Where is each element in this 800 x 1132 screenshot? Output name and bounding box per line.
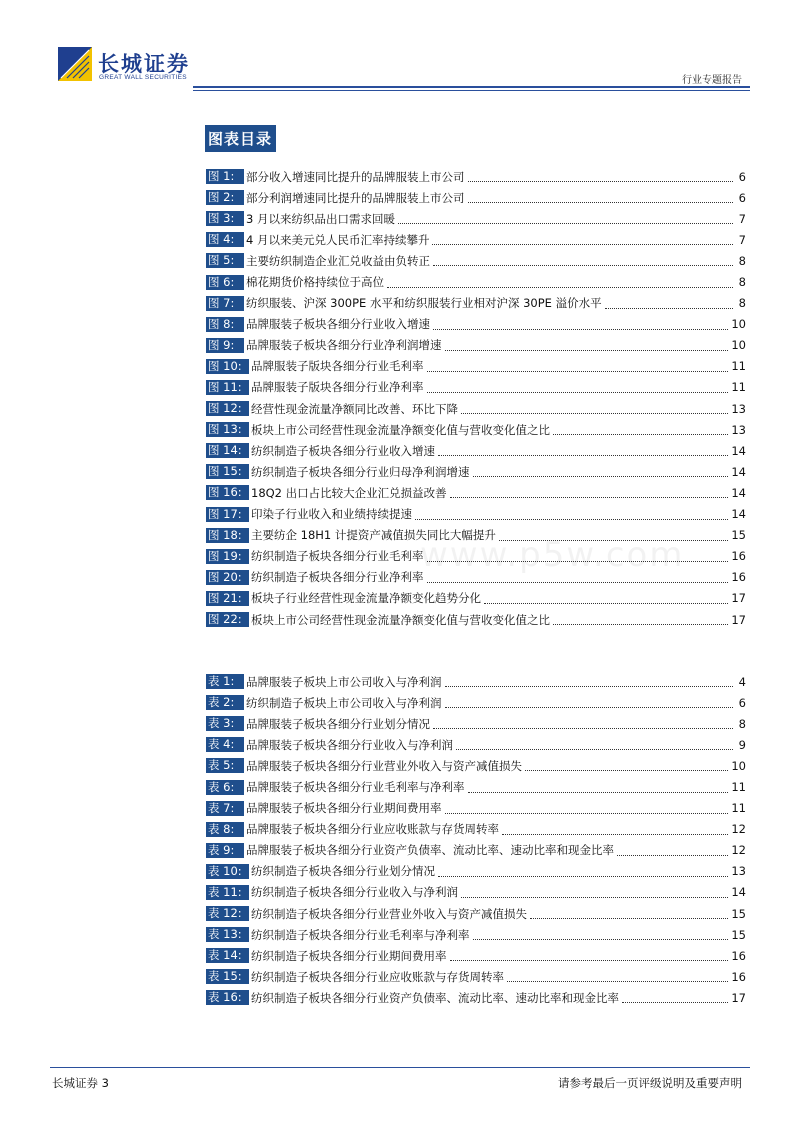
- toc-entry-label: 图 1:: [206, 169, 244, 184]
- figure-toc-entry[interactable]: [206, 293, 746, 314]
- toc-entry-label: 表 6:: [206, 780, 244, 795]
- toc-entry-page: 13: [731, 864, 746, 879]
- dot-leader: [468, 192, 734, 203]
- figure-toc-entry[interactable]: [206, 229, 746, 250]
- toc-entry-title: 板块上市公司经营性现金流量净额变化值与营收变化值之比: [251, 612, 550, 627]
- dot-leader: [445, 697, 734, 708]
- toc-entry-label: 图 15:: [206, 464, 249, 479]
- watermark: www.p5w.com: [420, 535, 685, 575]
- toc-entry-label: 表 11:: [206, 885, 249, 900]
- toc-entry-page: 10: [731, 317, 746, 332]
- table-toc-entry[interactable]: [206, 671, 746, 692]
- dot-leader: [432, 234, 733, 245]
- dot-leader: [438, 445, 728, 456]
- table-toc-entry[interactable]: [206, 798, 746, 819]
- dot-leader: [525, 760, 728, 771]
- table-toc-entry[interactable]: [206, 903, 746, 924]
- toc-entry-title: 纺织服装、沪深 300PE 水平和纺织服装行业相对沪深 30PE 溢价水平: [246, 296, 602, 311]
- toc-entry-title: 部分利润增速同比提升的品牌服装上市公司: [246, 190, 465, 205]
- dot-leader: [438, 866, 728, 877]
- toc-entry-label: 图 16:: [206, 485, 249, 500]
- figure-toc-entry[interactable]: [206, 250, 746, 271]
- dot-leader: [617, 845, 728, 856]
- toc-entry-page: 16: [731, 948, 746, 963]
- dot-leader: [502, 824, 728, 835]
- table-toc-entry[interactable]: [206, 819, 746, 840]
- figure-toc-entry[interactable]: [206, 356, 746, 377]
- dot-leader: [450, 487, 729, 498]
- dot-leader: [622, 992, 728, 1003]
- figure-toc-entry[interactable]: [206, 166, 746, 187]
- figure-toc-entry[interactable]: [206, 504, 746, 525]
- toc-entry-label: 图 6:: [206, 275, 244, 290]
- dot-leader: [553, 424, 728, 435]
- toc-entry-title: 板块上市公司经营性现金流量净额变化值与营收变化值之比: [251, 422, 550, 437]
- toc-entry-title: 纺织制造子板块各细分行业毛利率: [251, 549, 424, 564]
- header-divider: [193, 86, 750, 88]
- toc-entry-title: 3 月以来纺织品出口需求回暖: [246, 211, 395, 226]
- table-toc-entry[interactable]: [206, 713, 746, 734]
- dot-leader: [427, 361, 729, 372]
- dot-leader: [461, 403, 728, 414]
- dot-leader: [445, 676, 734, 687]
- toc-entry-page: 6: [738, 169, 746, 184]
- toc-entry-label: 表 10:: [206, 864, 249, 879]
- toc-entry-page: 8: [738, 716, 746, 731]
- toc-entry-title: 品牌服装子板块上市公司收入与净利润: [246, 674, 442, 689]
- toc-entry-label: 图 10:: [206, 359, 249, 374]
- toc-entry-title: 纺织制造子板块各细分行业期间费用率: [251, 948, 447, 963]
- toc-entry-label: 表 4:: [206, 737, 244, 752]
- toc-entry-title: 品牌服装子版块各细分行业毛利率: [251, 359, 424, 374]
- toc-entry-label: 图 18:: [206, 528, 249, 543]
- toc-entry-title: 品牌服装子板块各细分行业净利润增速: [246, 338, 442, 353]
- toc-entry-page: 15: [731, 528, 746, 543]
- dot-leader: [456, 739, 733, 750]
- dot-leader: [530, 908, 728, 919]
- dot-leader: [415, 509, 728, 520]
- dot-leader: [433, 255, 733, 266]
- table-toc-entry[interactable]: [206, 840, 746, 861]
- toc-entry-page: 11: [731, 780, 746, 795]
- toc-entry-title: 18Q2 出口占比较大企业汇兑损益改善: [251, 485, 447, 500]
- toc-entry-page: 17: [731, 990, 746, 1005]
- toc-entry-title: 纺织制造子板块各细分行业毛利率与净利率: [251, 927, 470, 942]
- toc-entry-page: 17: [731, 591, 746, 606]
- toc-entry-label: 图 14:: [206, 443, 249, 458]
- toc-entry-label: 表 1:: [206, 674, 244, 689]
- figure-toc-entry[interactable]: [206, 440, 746, 461]
- toc-entry-page: 14: [731, 443, 746, 458]
- toc-entry-page: 10: [731, 758, 746, 773]
- toc-entry-label: 图 17:: [206, 507, 249, 522]
- figure-toc-entry[interactable]: [206, 461, 746, 482]
- figure-toc-entry[interactable]: [206, 588, 746, 609]
- dot-leader: [461, 887, 728, 898]
- toc-entry-page: 11: [731, 380, 746, 395]
- toc-entry-label: 表 3:: [206, 716, 244, 731]
- toc-entry-title: 纺织制造子板块各细分行业应收账款与存货周转率: [251, 969, 504, 984]
- toc-entry-title: 品牌服装子板块各细分行业期间费用率: [246, 801, 442, 816]
- toc-heading: 图表目录: [205, 125, 276, 152]
- toc-entry-page: 7: [738, 232, 746, 247]
- table-toc-entry[interactable]: [206, 755, 746, 776]
- toc-entry-page: 13: [731, 422, 746, 437]
- table-toc-entry[interactable]: [206, 776, 746, 797]
- toc-entry-label: 表 16:: [206, 990, 249, 1005]
- footer-page-label: 长城证券 3: [52, 1076, 109, 1090]
- figure-toc-entry[interactable]: [206, 377, 746, 398]
- toc-entry-label: 表 7:: [206, 801, 244, 816]
- great-wall-logo-icon: [58, 47, 92, 81]
- dot-leader: [445, 340, 729, 351]
- dot-leader: [553, 614, 728, 625]
- toc-entry-page: 8: [738, 253, 746, 268]
- dot-leader: [468, 782, 729, 793]
- figure-toc-entry[interactable]: [206, 398, 746, 419]
- toc-entry-title: 品牌服装子板块各细分行业资产负债率、流动比率、速动比率和现金比率: [246, 843, 614, 858]
- dot-leader: [507, 971, 728, 982]
- toc-entry-label: 图 4:: [206, 232, 244, 247]
- brand-name-cn: 长城证券: [98, 51, 190, 76]
- figure-toc-entry[interactable]: [206, 335, 746, 356]
- table-toc-entry[interactable]: [206, 882, 746, 903]
- toc-entry-title: 纺织制造子板块各细分行业收入与净利润: [251, 885, 458, 900]
- toc-entry-title: 主要纺织制造企业汇兑收益由负转正: [246, 253, 430, 268]
- dot-leader: [473, 466, 729, 477]
- toc-entry-page: 7: [738, 211, 746, 226]
- toc-entry-page: 10: [731, 338, 746, 353]
- toc-entry-title: 经营性现金流量净额同比改善、环比下降: [251, 401, 458, 416]
- dot-leader: [387, 277, 733, 288]
- toc-entry-label: 图 20:: [206, 570, 249, 585]
- toc-entry-page: 8: [738, 275, 746, 290]
- toc-entry-title: 印染子行业收入和业绩持续提速: [251, 507, 412, 522]
- toc-entry-title: 纺织制造子板块上市公司收入与净利润: [246, 695, 442, 710]
- toc-entry-title: 棉花期货价格持续位于高位: [246, 275, 384, 290]
- table-toc-entry[interactable]: [206, 966, 746, 987]
- toc-entry-title: 品牌服装子板块各细分行业收入增速: [246, 317, 430, 332]
- toc-entry-title: 纺织制造子板块各细分行业收入增速: [251, 443, 435, 458]
- toc-entry-page: 16: [731, 549, 746, 564]
- dot-leader: [473, 929, 729, 940]
- toc-entry-page: 11: [731, 801, 746, 816]
- toc-entry-label: 表 14:: [206, 948, 249, 963]
- toc-entry-page: 17: [731, 612, 746, 627]
- figure-toc-entry[interactable]: [206, 482, 746, 503]
- toc-entry-title: 板块子行业经营性现金流量净额变化趋势分化: [251, 591, 481, 606]
- table-toc-entry[interactable]: [206, 692, 746, 713]
- toc-entry-title: 4 月以来美元兑人民币汇率持续攀升: [246, 232, 430, 247]
- dot-leader: [445, 803, 729, 814]
- toc-entry-label: 表 5:: [206, 758, 244, 773]
- page-header: [0, 0, 800, 95]
- toc-entry-page: 14: [731, 507, 746, 522]
- footer-disclaimer: 请参考最后一页评级说明及重要声明: [558, 1076, 742, 1090]
- dot-leader: [450, 950, 729, 961]
- toc-entry-label: 图 21:: [206, 591, 249, 606]
- toc-entry-label: 表 15:: [206, 969, 249, 984]
- toc-entry-page: 6: [738, 695, 746, 710]
- toc-entry-label: 图 2:: [206, 190, 244, 205]
- toc-entry-label: 图 7:: [206, 296, 244, 311]
- dot-leader: [427, 382, 729, 393]
- table-list: [206, 671, 746, 1009]
- toc-entry-label: 表 13:: [206, 927, 249, 942]
- footer-divider: [50, 1067, 750, 1068]
- dot-leader: [605, 298, 733, 309]
- dot-leader: [468, 171, 734, 182]
- toc-entry-title: 品牌服装子板块各细分行业划分情况: [246, 716, 430, 731]
- dot-leader: [484, 593, 728, 604]
- toc-entry-title: 部分收入增速同比提升的品牌服装上市公司: [246, 169, 465, 184]
- toc-entry-label: 表 9:: [206, 843, 244, 858]
- toc-entry-page: 14: [731, 885, 746, 900]
- report-type-label: 行业专题报告: [682, 75, 742, 86]
- toc-entry-label: 图 3:: [206, 211, 244, 226]
- table-toc-entry[interactable]: [206, 924, 746, 945]
- toc-entry-title: 品牌服装子板块各细分行业营业外收入与资产减值损失: [246, 758, 522, 773]
- toc-entry-title: 品牌服装子板块各细分行业毛利率与净利率: [246, 780, 465, 795]
- toc-entry-label: 表 8:: [206, 822, 244, 837]
- toc-entry-page: 14: [731, 464, 746, 479]
- toc-entry-page: 14: [731, 485, 746, 500]
- toc-entry-label: 表 2:: [206, 695, 244, 710]
- table-toc-entry[interactable]: [206, 861, 746, 882]
- toc-entry-title: 纺织制造子板块各细分行业营业外收入与资产减值损失: [251, 906, 527, 921]
- figure-toc-entry[interactable]: [206, 314, 746, 335]
- figure-toc-entry[interactable]: [206, 609, 746, 630]
- toc-entry-label: 图 9:: [206, 338, 244, 353]
- toc-entry-label: 图 5:: [206, 253, 244, 268]
- brand-name-en: GREAT WALL SECURITIES: [99, 74, 187, 81]
- header-divider-thin: [193, 90, 750, 91]
- figure-toc-entry[interactable]: [206, 208, 746, 229]
- toc-entry-title: 纺织制造子板块各细分行业资产负债率、流动比率、速动比率和现金比率: [251, 990, 619, 1005]
- toc-entry-page: 11: [731, 359, 746, 374]
- table-toc-entry[interactable]: [206, 945, 746, 966]
- dot-leader: [398, 213, 733, 224]
- toc-entry-title: 品牌服装子板块各细分行业应收账款与存货周转率: [246, 822, 499, 837]
- toc-entry-page: 8: [738, 296, 746, 311]
- toc-entry-page: 16: [731, 969, 746, 984]
- figure-toc-entry[interactable]: [206, 187, 746, 208]
- toc-entry-page: 4: [738, 674, 746, 689]
- toc-entry-label: 图 12:: [206, 401, 249, 416]
- toc-entry-page: 15: [731, 906, 746, 921]
- toc-entry-label: 图 13:: [206, 422, 249, 437]
- toc-entry-label: 图 8:: [206, 317, 244, 332]
- toc-entry-page: 12: [731, 843, 746, 858]
- toc-entry-title: 纺织制造子板块各细分行业划分情况: [251, 864, 435, 879]
- dot-leader: [433, 319, 728, 330]
- toc-entry-title: 品牌服装子板块各细分行业收入与净利润: [246, 737, 453, 752]
- toc-entry-label: 图 11:: [206, 380, 249, 395]
- toc-entry-page: 9: [738, 737, 746, 752]
- toc-entry-page: 16: [731, 570, 746, 585]
- figure-toc-entry[interactable]: [206, 419, 746, 440]
- figure-toc-entry[interactable]: [206, 271, 746, 292]
- toc-entry-title: 纺织制造子板块各细分行业净利率: [251, 570, 424, 585]
- toc-entry-page: 13: [731, 401, 746, 416]
- toc-entry-title: 品牌服装子版块各细分行业净利率: [251, 380, 424, 395]
- toc-entry-title: 纺织制造子板块各细分行业归母净利润增速: [251, 464, 470, 479]
- table-toc-entry[interactable]: [206, 987, 746, 1008]
- dot-leader: [433, 718, 733, 729]
- toc-entry-label: 图 22:: [206, 612, 249, 627]
- toc-entry-label: 表 12:: [206, 906, 249, 921]
- toc-entry-page: 15: [731, 927, 746, 942]
- toc-entry-page: 12: [731, 822, 746, 837]
- table-toc-entry[interactable]: [206, 734, 746, 755]
- toc-entry-title: 主要纺企 18H1 计提资产减值损失同比大幅提升: [251, 528, 496, 543]
- toc-entry-page: 6: [738, 190, 746, 205]
- toc-entry-label: 图 19:: [206, 549, 249, 564]
